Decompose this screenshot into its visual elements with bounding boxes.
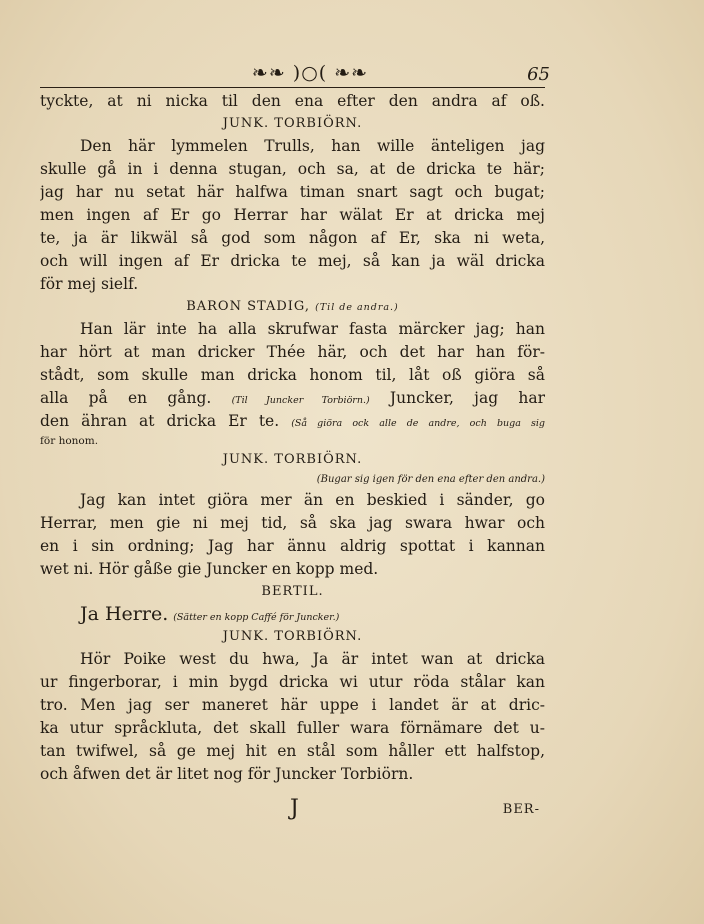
header-rule <box>40 87 545 88</box>
text-line: tan twifwel, så ge mej hit en stål som håller ett halfstop, <box>40 742 545 760</box>
stage-direction: (Så giöra ock alle de andre, och buga sig <box>291 418 545 429</box>
text-line <box>40 603 545 626</box>
speaker-name: BERTIL. <box>261 584 324 599</box>
speaker-line <box>40 296 545 318</box>
text-line: Herrar, men gie ni mej tid, så ska jag swara hwar och <box>40 514 545 532</box>
text-line: men ingen af Er go Herrar har wälat Er at dricka mej <box>40 206 545 224</box>
stage-direction: (Sätter en kopp Caffé för Juncker.) <box>173 612 340 623</box>
page-number: 65 <box>527 64 550 85</box>
text-line: wet ni. Hör gåße gie Juncker en kopp med. <box>40 560 379 578</box>
speaker-name: JUNK. TORBIÖRN. <box>222 629 363 644</box>
text-line: jag har nu setat här halfwa timan snart sagt och bugat; <box>40 183 545 201</box>
speaker-name: JUNK. TORBIÖRN. <box>222 116 363 131</box>
stage-direction: (Bugar sig igen för den ena efter den andra.) <box>316 474 545 485</box>
catchword: BER- <box>502 802 540 817</box>
text-line <box>40 387 545 410</box>
text-line <box>40 410 545 433</box>
header-ornament: ❧❧ )○( ❧❧ <box>251 62 369 84</box>
text-segment: alla på en gång. <box>40 389 212 407</box>
text-segment: Ja Herre. <box>80 603 169 625</box>
text-line: har hört at man dricker Thée här, och det har han för- <box>40 343 545 361</box>
text-line: en i sin ordning; Jag har ännu aldrig spottat i kannan <box>40 537 545 555</box>
signature-mark: J <box>290 796 299 821</box>
text-line: Den här lymmelen Trulls, han wille änteligen jag <box>80 137 545 155</box>
stage-direction: (Til Juncker Torbiörn.) <box>231 395 370 406</box>
text-line: Hör Poike west du hwa, Ja är intet wan at dricka <box>80 650 545 668</box>
text-line: stådt, som skulle man dricka honom til, låt oß giöra så <box>40 366 545 384</box>
text-line: tro. Men jag ser maneret här uppe i landet är at dric- <box>40 696 545 714</box>
text-line: Han lär inte ha alla skrufwar fasta märcker jag; han <box>80 320 545 338</box>
stage-direction-line: för honom. <box>40 435 99 447</box>
page-footer <box>40 796 545 826</box>
text-line: ur fingerborar, i min bygd dricka wi utur röda stålar kan <box>40 673 545 691</box>
text-segment: Juncker, jag har <box>389 389 545 407</box>
page-body <box>40 90 545 786</box>
text-line: tyckte, at ni nicka til den ena efter den andra af oß. <box>40 92 545 110</box>
text-line: Jag kan intet giöra mer än en beskied i sänder, go <box>80 491 545 509</box>
text-line: skulle gå in i denna stugan, och sa, at de dricka te här; <box>40 160 545 178</box>
text-line: ka utur språckluta, det skall fuller wara förnämare det u- <box>40 719 545 737</box>
stage-direction: (Til de andra.) <box>315 302 399 313</box>
text-line: te, ja är likwäl så god som någon af Er, ska ni weta, <box>40 229 545 247</box>
text-segment: den ähran at dricka Er te. <box>40 412 280 430</box>
text-line: för mej sielf. <box>40 275 139 293</box>
speaker-name: BARON STADIG, <box>186 299 310 314</box>
text-line: och will ingen af Er dricka te mej, så kan ja wäl dricka <box>40 252 545 270</box>
text-line: och åfwen det är litet nog för Juncker Torbiörn. <box>40 765 414 783</box>
page-header <box>40 60 550 90</box>
speaker-name: JUNK. TORBIÖRN. <box>222 452 363 467</box>
